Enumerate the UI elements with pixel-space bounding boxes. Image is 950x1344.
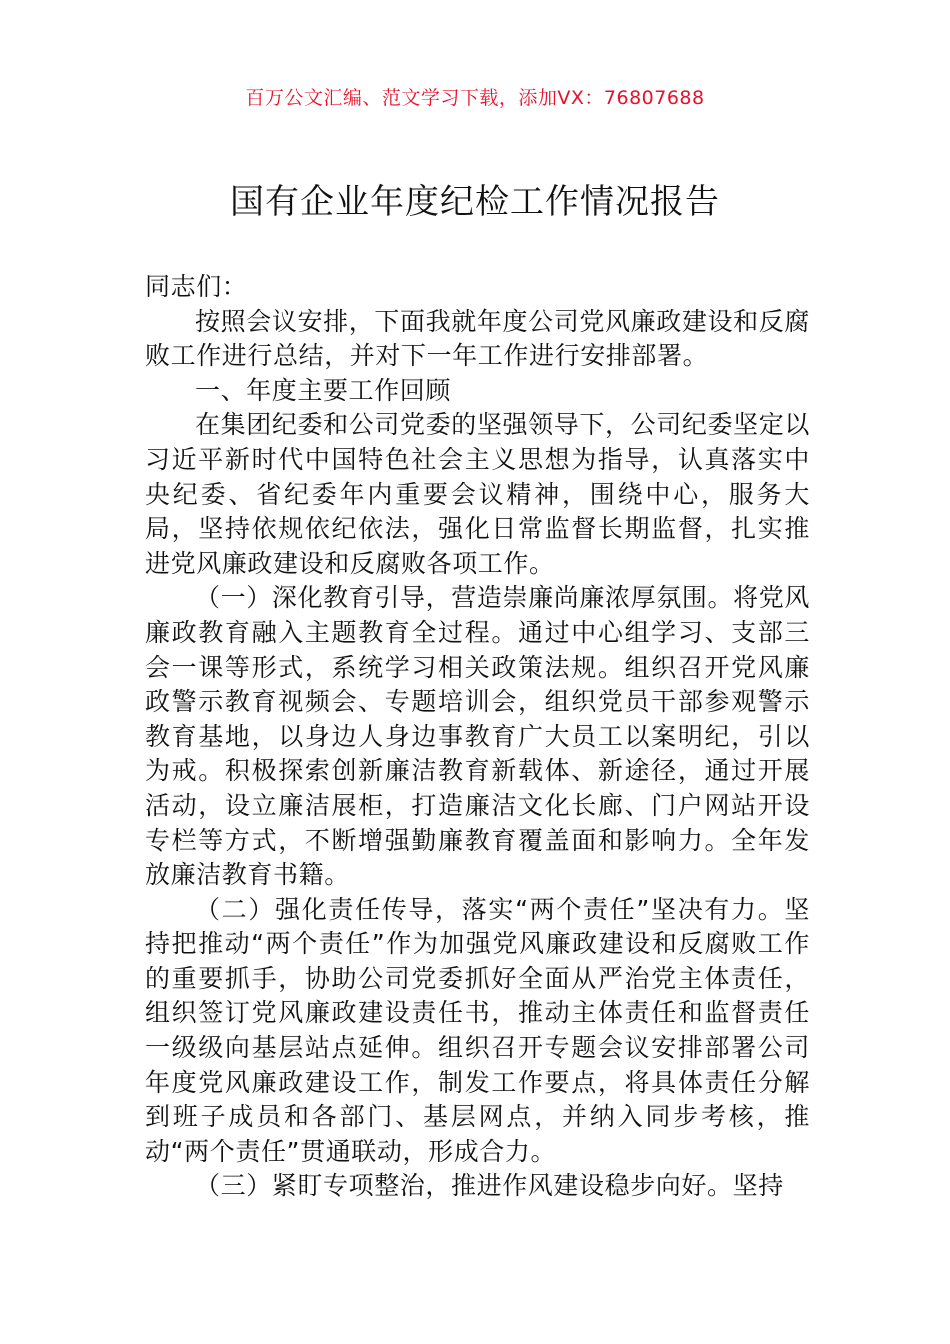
salutation: 同志们： [145, 272, 248, 301]
paragraph-intro: 按照会议安排，下面我就年度公司党风廉政建设和反腐败工作进行总结，并对下一年工作进行安排部署。 [145, 306, 810, 371]
section-heading-review: 一、年度主要工作回顾 [195, 375, 452, 405]
paragraph-overview: 在集团纪委和公司党委的坚强领导下，公司纪委坚定以习近平新时代中国特色社会主义思想为指导，认真落实中央纪委、省纪委年内重要会议精神，围绕中心，服务大局，坚持依规依纪依法，强化日常监督长期监督，扎实推进党风廉政建设和反腐败各项工作。 [145, 410, 810, 578]
paragraph-rectification: （三）紧盯专项整治，推进作风建设稳步向好。坚持 [195, 1171, 784, 1201]
paragraph-education: （一）深化教育引导，营造崇廉尚廉浓厚氛围。将党风廉政教育融入主题教育全过程。通过中心组学习、支部三会一课等形式，系统学习相关政策法规。组织召开党风廉政警示教育视频会、专题培训会，组织党员干部参观警示教育基地，以身边人身边事教育广大员工以案明纪，引以为戒。积极探索创新廉洁教育新载体、新途径，通过开展活动，设立廉洁展柜，打造廉洁文化长廊、门户网站开设专栏等方式，不断增强勤廉教育覆盖面和影响力。全年发放廉洁教育书籍。 [145, 583, 810, 890]
document-body [145, 270, 810, 1204]
paragraph-responsibility: （二）强化责任传导，落实“两个责任”坚决有力。坚持把推动“两个责任”作为加强党风廉政建设和反腐败工作的重要抓手，协助公司党委抓好全面从严治党主体责任，组织签订党风廉政建设责任书，推动主体责任和监督责任一级级向基层站点延伸。组织召开专题会议安排部署公司年度党风廉政建设工作，制发工作要点，将具体责任分解到班子成员和各部门、基层网点，并纳入同步考核，推动“两个责任”贯通联动，形成合力。 [145, 894, 810, 1166]
document-title: 国有企业年度纪检工作情况报告 [230, 182, 720, 222]
header-note: 百万公文汇编、范文学习下载，添加VX：76807688 [245, 87, 705, 109]
